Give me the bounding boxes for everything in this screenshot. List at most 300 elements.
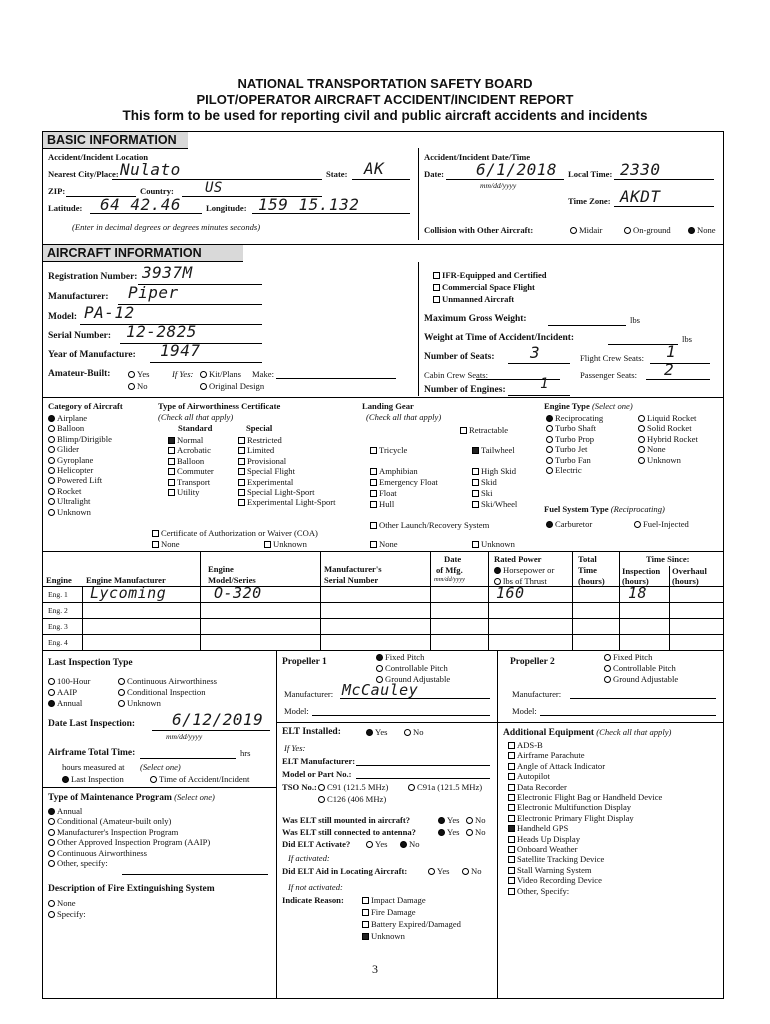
elt-locate-yes-radio[interactable] xyxy=(428,866,450,876)
cert-unknown-checkbox[interactable] xyxy=(264,539,307,549)
std-utility-checkbox[interactable] xyxy=(168,487,214,497)
category-glider-radio[interactable] xyxy=(48,444,112,454)
serial-field[interactable]: 12-2825 xyxy=(126,322,197,341)
category-ultralight-radio[interactable] xyxy=(48,496,112,506)
engine1-manufacturer-field[interactable]: Lycoming xyxy=(90,584,167,602)
year-field[interactable]: 1947 xyxy=(160,341,201,360)
elt-installed-label: ELT Installed: xyxy=(282,727,341,737)
category-helicopter-radio[interactable] xyxy=(48,465,112,475)
state-field[interactable]: AK xyxy=(364,159,385,178)
elt-connected-label: Was ELT still connected to antenna? xyxy=(282,827,416,837)
engines-field[interactable]: 1 xyxy=(540,376,549,392)
insp-option-label: Annual xyxy=(57,698,83,708)
category-rocket-radio[interactable] xyxy=(48,486,112,496)
engine-type-title: Engine Type xyxy=(544,401,590,411)
elt-yes-label: Yes xyxy=(447,827,460,837)
insp-100hour-radio[interactable] xyxy=(48,676,90,686)
prop1-model-label: Model: xyxy=(284,706,309,716)
std-normal-checkbox[interactable] xyxy=(168,435,214,445)
category-gyroplane-radio[interactable] xyxy=(48,455,112,465)
engine-none-radio[interactable] xyxy=(638,444,698,454)
page-number: 3 xyxy=(372,962,378,976)
engine-col-header: Engine xyxy=(46,575,72,585)
gear-emergency-float-checkbox[interactable] xyxy=(370,477,438,487)
equip-option-label: Heads Up Display xyxy=(517,833,581,844)
engine-col-5 xyxy=(488,552,489,650)
prop-option-label: Fixed Pitch xyxy=(385,652,425,662)
cabin-crew-label: Cabin Crew Seats: xyxy=(424,370,488,380)
gear-amphibian-checkbox[interactable] xyxy=(370,466,418,476)
seats-line xyxy=(508,363,570,364)
year-line xyxy=(150,362,262,363)
collision-onground-radio[interactable] xyxy=(624,225,671,235)
gear-ski-checkbox[interactable] xyxy=(472,488,492,498)
equip-stall-warning-checkbox[interactable] xyxy=(508,865,662,875)
equip-other-checkbox[interactable] xyxy=(508,886,662,896)
passenger-seats-field[interactable]: 2 xyxy=(664,360,675,379)
cert-none-label: None xyxy=(161,539,180,549)
gear-other-checkbox[interactable] xyxy=(370,520,489,530)
maint-manufacturer-radio[interactable] xyxy=(48,827,210,837)
elt-mounted-yes-radio[interactable] xyxy=(438,815,460,825)
elt-manufacturer-field[interactable] xyxy=(356,765,490,766)
engine-sn-header-2: Serial Number xyxy=(324,575,379,585)
elt-yes-radio[interactable] xyxy=(366,727,388,737)
fire-none-radio[interactable] xyxy=(48,898,76,908)
insp-aaip-radio[interactable] xyxy=(48,687,77,697)
cert-unknown-label: Unknown xyxy=(273,539,307,549)
additional-equipment-list xyxy=(508,740,662,896)
equip-efb-checkbox[interactable] xyxy=(508,792,662,802)
engine-unknown-radio[interactable] xyxy=(638,455,698,465)
gear-none-checkbox[interactable] xyxy=(370,539,398,549)
equip-aoa-checkbox[interactable] xyxy=(508,761,662,771)
category-option-label: Airplane xyxy=(57,413,88,423)
gear-skid-checkbox[interactable] xyxy=(472,477,497,487)
prop-option-label: Ground Adjustable xyxy=(613,674,679,684)
time-zone-label: Time Zone: xyxy=(568,196,611,206)
category-blimp-radio[interactable] xyxy=(48,434,112,444)
equip-data-recorder-checkbox[interactable] xyxy=(508,782,662,792)
time-since-header: Time Since: xyxy=(646,554,690,564)
special-heading: Special xyxy=(246,423,273,433)
std-transport-checkbox[interactable] xyxy=(168,477,214,487)
sp-limited-checkbox[interactable] xyxy=(238,445,336,455)
measured-time-acc-radio[interactable] xyxy=(150,774,249,784)
elt-no-label: No xyxy=(413,727,424,737)
maint-other-radio[interactable] xyxy=(48,858,210,868)
insp-continuous-radio[interactable] xyxy=(118,676,217,686)
fuel-carburetor-radio[interactable] xyxy=(546,519,592,529)
engine-type-right-list xyxy=(638,413,698,465)
amateur-yes-radio[interactable] xyxy=(128,369,150,379)
weight-label: Weight at Time of Accident/Incident: xyxy=(424,333,575,343)
elt-impact-checkbox[interactable] xyxy=(362,895,426,905)
engine-col-4 xyxy=(430,552,431,650)
gear-float-checkbox[interactable] xyxy=(370,488,397,498)
category-option-label: Glider xyxy=(57,444,79,455)
amateur-no-label: No xyxy=(137,381,148,391)
city-field[interactable]: Nulato xyxy=(120,160,181,179)
engine1-inspection-field[interactable]: 18 xyxy=(628,584,648,602)
gear-option-label: High Skid xyxy=(481,466,517,476)
engine-type-option-label: Solid Rocket xyxy=(647,423,692,434)
elt-ifyes: If Yes: xyxy=(284,743,306,753)
engine-type-option-label: Reciprocating xyxy=(555,413,604,423)
engines-label: Number of Engines: xyxy=(424,385,506,395)
elt-unknown-checkbox[interactable] xyxy=(362,931,405,941)
space-flight-checkbox[interactable] xyxy=(433,282,535,292)
inspection-header-2: (hours) xyxy=(622,576,649,586)
flight-crew-field[interactable]: 1 xyxy=(666,342,677,361)
prop-option-label: Controllable Pitch xyxy=(613,663,676,673)
gear-tricycle-checkbox[interactable] xyxy=(370,445,407,455)
longitude-field[interactable]: 159 15.132 xyxy=(258,195,360,214)
elt-connected-no-radio[interactable] xyxy=(466,827,486,837)
std-acrobatic-checkbox[interactable] xyxy=(168,445,214,455)
engine-type-option-label: Turbo Fan xyxy=(555,454,591,465)
mgw-label: Maximum Gross Weight: xyxy=(424,314,527,324)
elt-activate-no-radio[interactable] xyxy=(400,839,420,849)
elt-c91-radio[interactable] xyxy=(318,782,388,792)
insp-option-label: AAIP xyxy=(57,687,78,697)
amateur-ifyes: If Yes: xyxy=(172,369,194,379)
equip-autopilot-checkbox[interactable] xyxy=(508,771,662,781)
maint-continuous-radio[interactable] xyxy=(48,848,210,858)
equip-option-label: Onboard Weather xyxy=(517,844,578,855)
unmanned-checkbox[interactable] xyxy=(433,294,514,304)
prop2-controllable-radio[interactable] xyxy=(604,663,676,673)
elt-connected-yes-radio[interactable] xyxy=(438,827,460,837)
engine1-power-field[interactable]: 160 xyxy=(496,584,525,602)
gear-option-label: Ski xyxy=(481,488,493,498)
insp-option-label: Conditional Inspection xyxy=(127,687,206,697)
elt-c126-radio[interactable] xyxy=(318,794,386,804)
gear-unknown-checkbox[interactable] xyxy=(472,539,515,549)
engine-col-6 xyxy=(572,552,573,650)
state-line xyxy=(352,179,410,180)
elt-if-activated: If activated: xyxy=(288,853,330,863)
engine-date-header-2: of Mfg. xyxy=(436,565,463,575)
gear-retractable-checkbox[interactable] xyxy=(460,425,508,435)
fire-specify-radio[interactable] xyxy=(48,909,86,919)
elt-no-label: No xyxy=(475,827,486,837)
coordinate-note: (Enter in decimal degrees or degrees minutes seconds) xyxy=(72,222,261,232)
elt-c91a-radio[interactable] xyxy=(408,782,482,792)
propeller2-heading: Propeller 2 xyxy=(510,657,555,667)
equip-option-label: Satellite Tracking Device xyxy=(517,854,605,865)
prop2-manufacturer-field[interactable] xyxy=(570,698,716,699)
none-label: None xyxy=(697,225,716,235)
sp-experimental-checkbox[interactable] xyxy=(238,477,336,487)
equip-option-label: Airframe Parachute xyxy=(517,750,585,761)
maint-option-label: Annual xyxy=(57,806,83,816)
category-unknown-radio[interactable] xyxy=(48,507,112,517)
kit-plans-radio[interactable] xyxy=(200,369,241,379)
std-commuter-checkbox[interactable] xyxy=(168,466,214,476)
gear-option-label: Retractable xyxy=(469,425,509,435)
equip-gps-checkbox[interactable] xyxy=(508,823,662,833)
prop1-manufacturer-label: Manufacturer: xyxy=(284,689,334,699)
cert-option-label: Transport xyxy=(177,476,211,487)
prop2-ground-radio[interactable] xyxy=(604,674,678,684)
engine-type-option-label: Turbo Prop xyxy=(555,433,595,444)
fuel-system-title: Fuel System Type xyxy=(544,504,609,514)
insp-annual-radio[interactable] xyxy=(48,698,82,708)
elt-yes-label: Yes xyxy=(375,727,388,737)
prop2-fixed-radio[interactable] xyxy=(604,652,652,662)
gear-option-label: Emergency Float xyxy=(379,477,438,487)
cert-option-label: Special Light-Sport xyxy=(247,487,315,498)
seats-field[interactable]: 3 xyxy=(530,343,541,362)
engine-type-heading xyxy=(544,401,633,411)
collision-midair-radio[interactable] xyxy=(570,225,602,235)
gear-option-label: None xyxy=(379,539,398,549)
engine-turbo-shaft-radio[interactable] xyxy=(546,423,603,433)
prop1-fixed-radio[interactable] xyxy=(376,652,424,662)
maint-title: Type of Maintenance Program xyxy=(48,793,172,803)
sp-provisional-checkbox[interactable] xyxy=(238,456,336,466)
gear-high-skid-checkbox[interactable] xyxy=(472,466,516,476)
collision-none-radio[interactable] xyxy=(688,225,716,235)
mgw-field[interactable] xyxy=(548,325,626,326)
engine-electric-radio[interactable] xyxy=(546,465,603,475)
date-last-inspection-label: Date Last Inspection: xyxy=(48,719,136,729)
maint-list xyxy=(48,806,210,868)
equip-hud-checkbox[interactable] xyxy=(508,834,662,844)
sp-light-sport-checkbox[interactable] xyxy=(238,487,336,497)
insp-option-label: Continuous Airworthiness xyxy=(127,676,217,686)
date-last-inspection-field[interactable]: 6/12/2019 xyxy=(172,710,264,729)
basic-info-band: BASIC INFORMATION xyxy=(43,132,188,149)
engine-row-label: Eng. 1 xyxy=(48,590,68,599)
engine-sn-header-1: Manufacturer's xyxy=(324,564,382,574)
cert-option-label: Special Flight xyxy=(247,466,295,477)
gear-ski-wheel-checkbox[interactable] xyxy=(472,499,517,509)
propeller1-heading: Propeller 1 xyxy=(282,657,327,667)
original-design-label: Original Design xyxy=(209,381,265,391)
manufacturer-field[interactable]: Piper xyxy=(128,283,179,302)
sp-exp-light-sport-checkbox[interactable] xyxy=(238,497,336,507)
insp-unknown-radio[interactable] xyxy=(118,698,161,708)
time-zone-field[interactable]: AKDT xyxy=(620,187,661,206)
gear-hull-checkbox[interactable] xyxy=(370,499,394,509)
elt-top-rule xyxy=(276,722,723,723)
elt-battery-checkbox[interactable] xyxy=(362,919,461,929)
gear-tailwheel-checkbox[interactable] xyxy=(472,445,515,455)
engine-turbo-jet-radio[interactable] xyxy=(546,444,603,454)
sp-restricted-checkbox[interactable] xyxy=(238,435,336,445)
maint-conditional-radio[interactable] xyxy=(48,816,210,826)
gear-option-label: Hull xyxy=(379,499,395,509)
engine-hybrid-rocket-radio[interactable] xyxy=(638,434,698,444)
space-flight-label: Commercial Space Flight xyxy=(442,282,535,292)
maint-option-label: Continuous Airworthiness xyxy=(57,847,147,858)
horsepower-label: Horsepower xyxy=(503,565,545,575)
prop1-controllable-radio[interactable] xyxy=(376,663,448,673)
airframe-total-unit: hrs xyxy=(240,748,251,758)
gear-option-label: Skid xyxy=(481,477,497,487)
category-option-label: Unknown xyxy=(57,506,91,517)
equip-video-checkbox[interactable] xyxy=(508,875,662,885)
elt-no-radio[interactable] xyxy=(404,727,424,737)
equip-option-label: Electronic Flight Bag or Handheld Device xyxy=(517,792,663,803)
engine-col-8 xyxy=(669,566,670,650)
engine-liquid-rocket-radio[interactable] xyxy=(638,413,698,423)
maint-option-label: Other, specify: xyxy=(57,858,108,869)
form-agency-title: NATIONAL TRANSPORTATION SAFETY BOARD xyxy=(237,76,533,91)
thrust-label: lbs of Thrust xyxy=(503,576,547,586)
inspection-header-1: Inspection xyxy=(622,566,661,576)
engine-solid-rocket-radio[interactable] xyxy=(638,423,698,433)
elt-mounted-no-radio[interactable] xyxy=(466,815,486,825)
cert-none-checkbox[interactable] xyxy=(152,539,180,549)
equip-satellite-checkbox[interactable] xyxy=(508,854,662,864)
sp-special-flight-checkbox[interactable] xyxy=(238,466,336,476)
maint-annual-radio[interactable] xyxy=(48,806,210,816)
aircraft-info-band: AIRCRAFT INFORMATION xyxy=(43,245,243,262)
amateur-no-radio[interactable] xyxy=(128,381,148,391)
category-airplane-radio[interactable] xyxy=(48,413,112,423)
model-label: Model: xyxy=(48,312,78,322)
insp-conditional-radio[interactable] xyxy=(118,687,206,697)
category-option-label: Blimp/Dirigible xyxy=(57,433,112,444)
country-field[interactable]: US xyxy=(205,180,223,196)
unmanned-label: Unmanned Aircraft xyxy=(442,294,515,304)
equip-mfd-checkbox[interactable] xyxy=(508,802,662,812)
weight-unit: lbs xyxy=(682,334,693,344)
maint-aaip-radio[interactable] xyxy=(48,837,210,847)
engine-col-2 xyxy=(200,552,201,650)
horsepower-radio[interactable] xyxy=(494,565,554,575)
gear-option-label: Other Launch/Recovery System xyxy=(379,520,490,530)
engine-row-label: Eng. 3 xyxy=(48,622,68,631)
elt-if-not-activated: If not activated: xyxy=(288,882,343,892)
ifr-label: IFR-Equipped and Certified xyxy=(442,270,547,280)
prop1-model-field[interactable] xyxy=(312,715,490,716)
measured-last-insp-radio[interactable] xyxy=(62,774,124,784)
gear-option-label: Ski/Wheel xyxy=(481,499,518,509)
equip-weather-checkbox[interactable] xyxy=(508,844,662,854)
engine-col-7 xyxy=(619,552,620,650)
longitude-label: Longitude: xyxy=(206,203,247,213)
engine-type-option-label: Hybrid Rocket xyxy=(647,433,698,444)
country-label: Country: xyxy=(140,186,174,196)
elt-reason-option-label: Unknown xyxy=(371,931,405,941)
latitude-field[interactable]: 64 42.46 xyxy=(100,195,182,214)
fuel-injected-radio[interactable] xyxy=(634,519,689,529)
onground-label: On-ground xyxy=(633,225,671,235)
latitude-label: Latitude: xyxy=(48,203,83,213)
elt-reason-option-label: Battery Expired/Damaged xyxy=(371,919,461,929)
original-design-radio[interactable] xyxy=(200,381,264,391)
state-label: State: xyxy=(326,169,348,179)
engine-col-1 xyxy=(82,586,83,650)
gear-heading: Landing Gear xyxy=(362,401,414,411)
cert-option-label: Normal xyxy=(177,435,204,445)
date-time-heading: Accident/Incident Date/Time xyxy=(424,152,531,162)
equip-option-label: Video Recording Device xyxy=(517,875,602,886)
fire-option-label: Specify: xyxy=(57,909,86,919)
date-line xyxy=(446,179,564,180)
registration-field[interactable]: 3937M xyxy=(142,263,193,282)
engine-row-label: Eng. 2 xyxy=(48,606,68,615)
model-field[interactable]: PA-12 xyxy=(84,303,135,322)
engine-row-rule-1 xyxy=(43,602,723,603)
engine-turbo-fan-radio[interactable] xyxy=(546,455,603,465)
additional-equipment-heading xyxy=(503,727,671,738)
additional-equipment-note: (Check all that apply) xyxy=(596,727,672,737)
overhaul-header-1: Overhaul xyxy=(672,566,707,576)
airframe-total-field[interactable] xyxy=(140,758,236,759)
prop2-manufacturer-label: Manufacturer: xyxy=(512,689,562,699)
prop1-manufacturer-field[interactable]: McCauley xyxy=(342,681,419,699)
category-option-label: Helicopter xyxy=(57,465,94,476)
elt-reason-option-label: Impact Damage xyxy=(371,895,426,905)
equip-adsb-checkbox[interactable] xyxy=(508,740,662,750)
aircraft-divider xyxy=(418,262,419,396)
category-heading: Category of Aircraft xyxy=(48,401,123,411)
serial-label: Serial Number: xyxy=(48,331,112,341)
coa-checkbox[interactable] xyxy=(152,528,318,538)
engine-mfr-col-header: Engine Manufacturer xyxy=(86,575,166,585)
gear-note: (Check all that apply) xyxy=(366,412,442,422)
std-balloon-checkbox[interactable] xyxy=(168,456,214,466)
amateur-built-label: Amateur-Built: xyxy=(48,369,111,379)
fire-option-label: None xyxy=(57,898,76,908)
elt-tso-label: TSO No.: xyxy=(282,782,317,792)
engine-type-option-label: Electric xyxy=(555,465,582,476)
date-field[interactable]: 6/1/2018 xyxy=(476,160,558,179)
engine1-model-field[interactable]: O-320 xyxy=(214,584,262,602)
elt-activate-label: Did ELT Activate? xyxy=(282,839,351,849)
fire-heading: Description of Fire Extinguishing System xyxy=(48,884,215,894)
maint-option-label: Other Approved Inspection Program (AAIP) xyxy=(57,837,211,848)
equip-pfd-checkbox[interactable] xyxy=(508,813,662,823)
category-balloon-radio[interactable] xyxy=(48,423,112,433)
category-option-label: Powered Lift xyxy=(57,475,103,486)
local-time-field[interactable]: 2330 xyxy=(620,160,661,179)
elt-locate-no-radio[interactable] xyxy=(462,866,482,876)
rated-power-header: Rated Power xyxy=(494,554,542,564)
elt-activate-yes-radio[interactable] xyxy=(366,839,388,849)
location-heading: Accident/Incident Location xyxy=(48,152,149,162)
cert-option-label: Balloon xyxy=(177,455,205,466)
equip-parachute-checkbox[interactable] xyxy=(508,750,662,760)
elt-tso-option-label: C91 (121.5 MHz) xyxy=(327,782,389,792)
engine-turbo-prop-radio[interactable] xyxy=(546,434,603,444)
gear-option-label: Float xyxy=(379,488,397,498)
engine-reciprocating-radio[interactable] xyxy=(546,413,603,423)
zip-label: ZIP: xyxy=(48,186,66,196)
engine-model-header-1: Engine xyxy=(208,564,234,574)
prop-option-label: Ground Adjustable xyxy=(385,674,451,684)
maint-other-field[interactable] xyxy=(122,874,268,875)
elt-yes-label: Yes xyxy=(437,866,450,876)
standard-heading: Standard xyxy=(178,423,213,433)
engine-type-option-label: Liquid Rocket xyxy=(647,413,697,423)
ifr-checkbox[interactable] xyxy=(433,270,547,280)
engine-row-rule-3 xyxy=(43,634,723,635)
prop2-model-field[interactable] xyxy=(540,715,716,716)
category-option-label: Balloon xyxy=(57,423,85,434)
category-powered-lift-radio[interactable] xyxy=(48,475,112,485)
elt-model-field[interactable] xyxy=(356,778,490,779)
coa-label: Certificate of Authorization or Waiver (COA) xyxy=(161,528,318,538)
maint-heading xyxy=(48,792,215,803)
elt-fire-checkbox[interactable] xyxy=(362,907,416,917)
engine-row-label: Eng. 4 xyxy=(48,638,68,647)
